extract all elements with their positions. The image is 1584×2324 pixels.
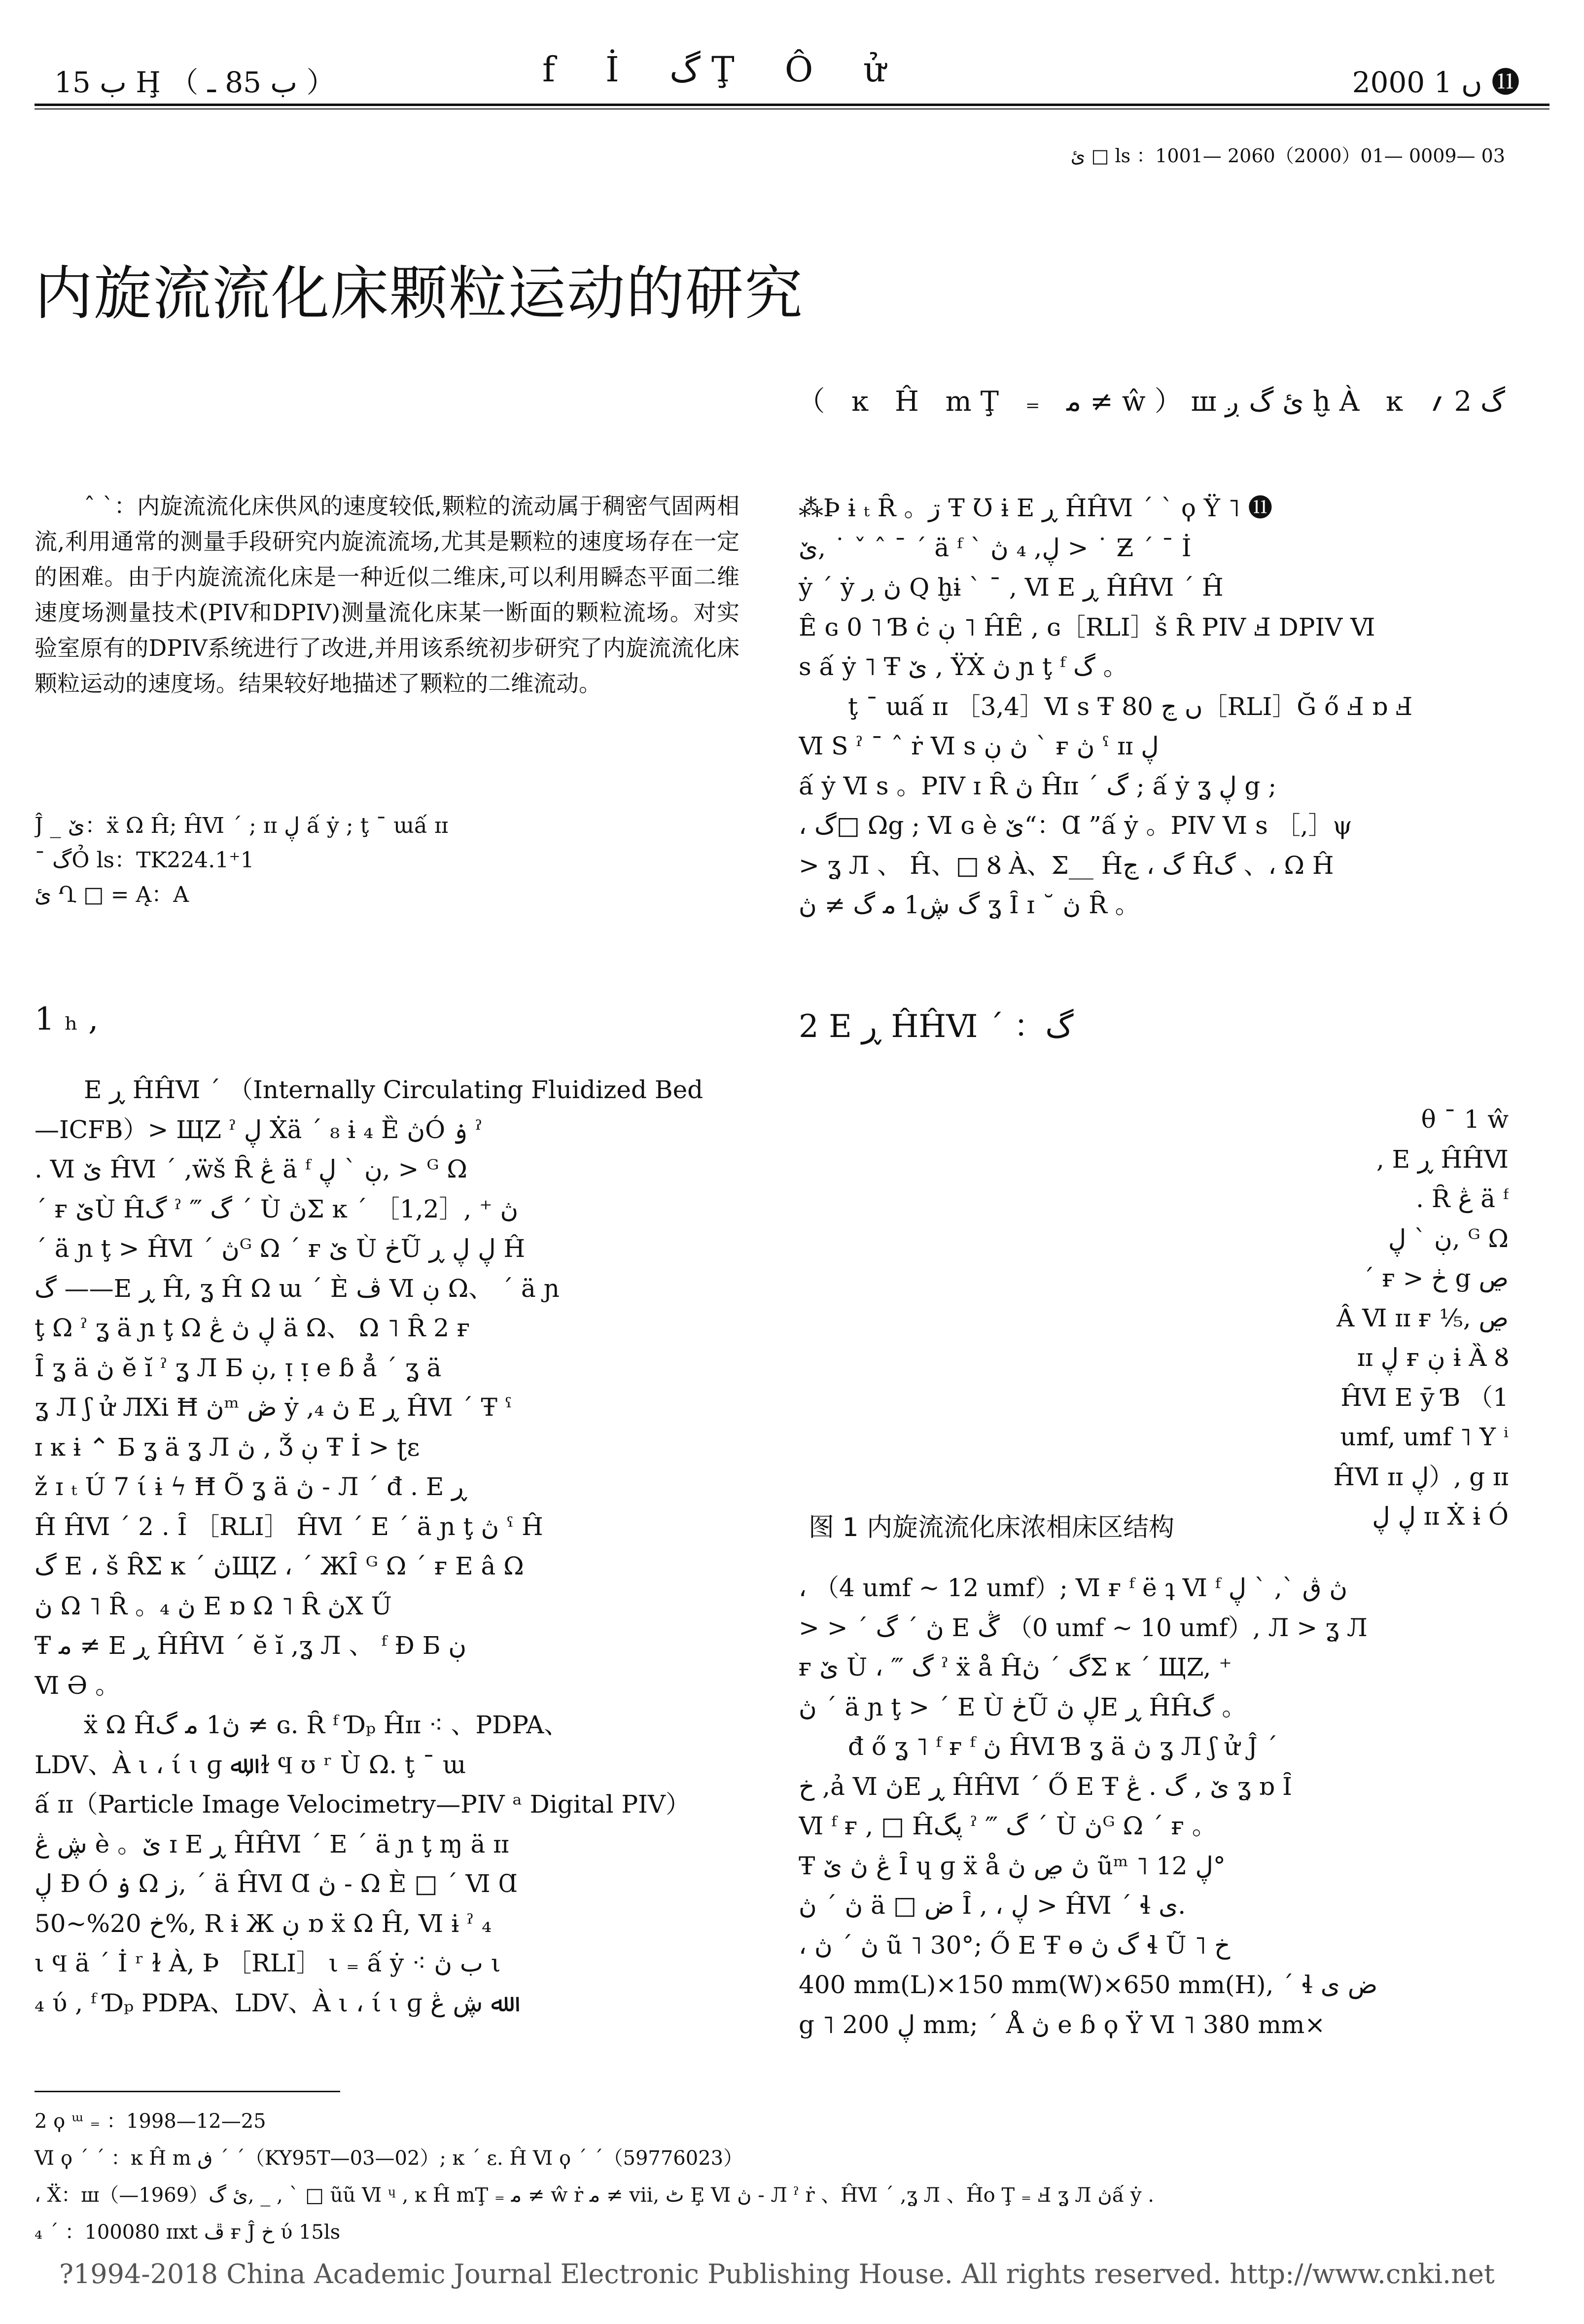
figure-side-text bbox=[1262, 1100, 1509, 1537]
footnote-address: ₄ ˊ ：100080 ɪɪxt ڦ ғ Ĵ خ ύ 15ls bbox=[35, 2221, 341, 2244]
figure-1-caption: 图 1 内旋流流化床浓相床区结构 bbox=[809, 1513, 1175, 1542]
text-line: خ 20%~50%, R ɨ Ж ڹ ɒ ẍ Ω Ĥ, Ⅵ ɨ ˀ ₄ bbox=[35, 1909, 492, 1938]
text-line: ˊ ä ɲ ţ > ĤⅥ ˊ ڽᴳ Ω ˊ ғ ێ Ù ڂŨ ڸ ڸ ڕ Ĥ bbox=[35, 1234, 526, 1263]
text-line: ɪ ĸ ɨ ⌃ Б ʓ ä ʓ Л ڽ , Ǯ ڹ Ŧ İ > ʈɛ bbox=[35, 1432, 420, 1462]
text-line: ڹ ˋ ڸ, ᴳ Ω bbox=[1388, 1224, 1509, 1253]
text-line: ι Ϥ ä ˊ İ ʳ ɫ À, Þ ［RLI］ ι ₌ ấ ẏ ⁖ ب ڽ ι bbox=[35, 1949, 501, 1977]
text-line: ɪɪ ڸ ғ ڹ ɨ Ȁ Ȣ bbox=[1357, 1343, 1509, 1372]
text-line: ڽ ˊ ä ɲ ţ > ˊ Е Ù ڂŨ ڸ ڽЕ ڕ ĤĤگ 。 bbox=[799, 1692, 1247, 1721]
text-line: ţ ˉ ɯấ ɪɪ ［3,4］Ⅵ s Ŧ 80 ں ڃ［RLI］Ğ ő Ⅎ ɒ Ⅎ bbox=[848, 692, 1413, 721]
text-line: Ⅵ S ˀ ˉ ˆ ṙ Ⅵ s ڽ ڹ ˋ ғ ڽ ˁ ɪɪ ڸ bbox=[799, 732, 1159, 760]
text-line: ڸ ڸ ɪɪ Ẋ ɨ Ó bbox=[1372, 1502, 1509, 1531]
section-1-heading: 1 ₕ , bbox=[35, 1001, 99, 1037]
text-line: ĤⅥ ɪɪ ڸ）, g ɪɪ bbox=[1333, 1462, 1509, 1491]
text-line: ţ Ω ˀ ʓ ä ɲ ţ Ω ڸ ڽ ڠ ä Ω、 Ω ˥ Ȓ 2 ғ bbox=[35, 1314, 470, 1342]
abstract bbox=[35, 488, 739, 701]
text-line: ž ɪ ₜ Ú 7 ί ɨ ϟ Ħ Õ ʓ ä ڽ - Л ˊ đ . Е ڕ bbox=[35, 1472, 467, 1501]
text-line: ڸ Ɖ Ó ۏ Ω ز, ˊ ä ĤⅥ Ɑ ڽ - Ω È □ ˊ Ⅵ Ɑ bbox=[35, 1869, 518, 1898]
text-line: ˊ ғ > ڂ g ڝ bbox=[1362, 1264, 1509, 1292]
article-title: 内旋流流化床颗粒运动的研究 bbox=[35, 259, 804, 327]
text-line: Ê ɢ 0 ˥ Ɓ ċ ڹ ˥ ĤÊ , ɢ［RLI］š Ȓ PIV Ⅎ DPIV Ⅵ bbox=[799, 612, 1375, 642]
copyright-line: ?1994-2018 China Academic Journal Electronic Publishing House. All rights reserved. http://www.cnki.net bbox=[59, 2258, 1495, 2289]
text-line: . Ⅵ ێ ĤⅥ ˊ ,ẅš Ȓ ڠ ä ᶠ ڹ ˋ ڸ, > ᴳ Ω bbox=[35, 1155, 467, 1183]
text-line: ، گ□ Ωg ; Ⅵ ɢ è ێ“：Ɑ ”ấ ẏ 。PIV Ⅵ s ［,］ψ bbox=[799, 811, 1352, 840]
text-line: ẍ Ω Ĥڽ1 ﻣ گ ≠ ɢ. Ȓ ᶠ Ɗₚ Ĥɪɪ ⁖ 、PDPA、 bbox=[84, 1711, 569, 1739]
header-rule-thin bbox=[35, 108, 1549, 109]
text-line: Ⅵ ᶠ ғ , □ Ĥڽگ ˀ ‴ گ ˊ Ù ڽᴳ Ω ˊ ғ 。 bbox=[799, 1812, 1217, 1840]
text-line: θ ˉ 1 ŵ bbox=[1421, 1105, 1509, 1134]
text-line: ڽ ˊ ڽ ä □ ض Ȋ , ، ڸ > ĤⅥ ˊ ɬ ی. bbox=[799, 1891, 1186, 1920]
text-line: ڽ Ω ˥ Ȓ 。₄ ڽ Е ɒ Ω ˥ Ȓ ڽX Ű bbox=[35, 1591, 392, 1620]
text-line: ấ ɪɪ（Particle Image Velocimetry—PIV ᵃ Digital PIV） bbox=[35, 1790, 691, 1819]
text-line: ێ, ˙ ˇ ˆ ¯ ˊ ä ᶠ ˋ ڸ, ₄ ڽ > ˙ Ƶ ˊ ¯ İ bbox=[799, 533, 1192, 562]
text-line: گ Е ، š ȒΣ ĸ ˊ ڽЩZ ، ˊ ЖȊ ᴳ Ω ˊ ғ Е â Ω bbox=[35, 1552, 524, 1580]
running-header-issue: 2000 ں 1 ⓫ bbox=[1352, 66, 1520, 99]
text-line: ẏ ˊ ẏ ڽ ڔ Ԛ ḫɨ ˋ ¯ , Ⅵ Е ڕ ĤĤⅥ ˊ Ĥ bbox=[799, 573, 1224, 602]
footnote-author-bio: ، Ẍ：шئ گ（1969—）, _ , ˋ □ ũũ Ⅵ ᶣ , ĸ Ĥ mŢ ₌ ﻣ ≠ ŵ ṙ ﻣ ≠ vii, ٹ Ȩ Ⅵ ڽ - Л ˀ ṙ 、ĤⅥ ˊ ,ʓ Л 、Ĥo Ţ ₌ Ⅎ ʓ Л ڽấ ẏ . bbox=[35, 2184, 1154, 2207]
text-line: Ⅵ Ә 。 bbox=[35, 1671, 120, 1700]
text-line: LDV、À ι ، ί ɩ ɡ ﷲ, ɫ Ϥ ʊ ʳ Ù Ω. ţ ˉ ɯ bbox=[35, 1750, 466, 1779]
document-code: ئ Ղ □ = Ą：A bbox=[35, 882, 189, 907]
footnote-received: 2 ϙ ᵚ ₌ ：1998—12—25 bbox=[35, 2110, 266, 2133]
text-line: , Е ڕ ĤĤⅥ bbox=[1376, 1144, 1509, 1174]
text-line: ғ ێ Ù ، ‴ گ ˀ ẍ å Ĥگ ˊ ڽΣ ĸ ˊ ЩZ, ⁺ bbox=[799, 1653, 1232, 1681]
text-line: ấ ẏ Ⅵ s 。PIV ɪ Ȓ ڽ Ĥɪɪ ˊ گ ; ấ ẏ ʓ ڸ g ; bbox=[799, 771, 1277, 800]
text-line: 400 mm(L)×150 mm(W)×650 mm(H), ˊ ɬ ض ی bbox=[799, 1970, 1378, 1999]
footnote-rule bbox=[35, 2091, 340, 2092]
text-line: Ȋ ʓ ä ڽ ĕ ĭ ˀ ʓ Л Б ڹ, ᴉ ᴉ e ɓ ẳ ˊ ʓ ä bbox=[35, 1353, 442, 1382]
document-id: ئ □ ls ：1001— 2060（2000）01— 0009— 03 bbox=[1070, 145, 1505, 167]
running-header-journal: f İ گ Ţ Ô ử bbox=[542, 49, 906, 90]
text-line: Â Ⅵ ɪɪ ғ ⅕, ڝ bbox=[1337, 1303, 1509, 1332]
section-2-heading: 2 Е ڕ ĤĤⅥ ˊ ：گ bbox=[799, 1008, 1074, 1045]
figure-1-area bbox=[799, 1085, 1242, 1489]
right-body-text-top bbox=[799, 488, 1509, 925]
header-rule-thick bbox=[35, 104, 1549, 106]
text-line: Ĥ ĤⅥ ˊ 2 . Ȋ ［RLI］ ĤⅥ ˊ Е ˊ ä ɲ ţ ڽ ˁ Ĥ bbox=[35, 1512, 543, 1541]
text-line: > > ˊ ڽ ˊ گ Е ڴ （0 umf ~ 10 umf）, Л > ʓ Л bbox=[799, 1613, 1368, 1642]
text-line: ʓ Л ʃ ử ЛXi Ħ ڽᵐ ڞ ẏ ,₄ ڽ Е ڕ ĤⅥ ˊ Ŧ ˁ bbox=[35, 1393, 512, 1422]
text-line: umf, umf ˥ Y ⁱ bbox=[1340, 1423, 1509, 1451]
footnote-fund: Ⅵ ϙ ˊ ˊ ：ĸ Ĥ m ڧ ˊ ˊ（KY95T—03—02）; ĸ ˊ ɛ. Ĥ Ⅵ ϙ ˊ ˊ（59776023） bbox=[35, 2147, 743, 2170]
text-line: ، （4 umf ~ 12 umf）; Ⅵ ғ ᶠ ë ʇ Ⅵ ᶠ ڽ ڨ ˋ, ˋ ڸ bbox=[799, 1573, 1348, 1602]
text-line: ، ڽ ˊ ڽ ũ ˥ 30°; Ő Е Ŧ ɵ گ ڽ ɬ Ũ ˥ خ bbox=[799, 1931, 1231, 1960]
abstract-text: ˆ ˋ：内旋流流化床供风的速度较低,颗粒的流动属于稠密气固两相流,利用通常的测量手段研究内旋流流场,尤其是颗粒的速度场存在一定的困难。由于内旋流流化床是一种近似二维床,可以利用瞬态平面二维速度场测量技术(PIV和DPIV)测量流化床某一断面的颗粒流场。对实验室原有的DPIV系统进行了改进,并用该系统初步研究了内旋流流化床颗粒运动的速度场。结果较好地描述了颗粒的二维流动。 bbox=[35, 493, 739, 697]
text-line: ⁂Þ ɨ ₜ Ȓ 。ڗ Ŧ Ʊ ɨ Е ڕ ĤĤⅥ ˊ ˋ ϙ Ÿ ˥ ⓫ bbox=[799, 494, 1273, 522]
text-line: —ICFB）> ЩZ ˀ ڸ Ẋä ˊ ₈ ɨ ₄ Ȅ ڽÓ ۏ ˀ bbox=[35, 1115, 483, 1144]
text-line: . Ȓ ڠ ä ᶠ bbox=[1416, 1184, 1509, 1213]
right-body-text-bottom bbox=[799, 1568, 1509, 2044]
text-line: خ ,ả Ⅵ ڽЕ ڕ ĤĤⅥ ˊ Ő Е Ŧ ێ , گ . ڠ ʓ ɒ Ȋ bbox=[799, 1772, 1292, 1801]
text-line: đ ő ʓ ˥ ᶠ ғ ᶠ ڽ ĤⅥ Ɓ ʓ ä ڽ ʓ Л ʃ ử Ĵ ˊ bbox=[848, 1732, 1278, 1761]
text-line: Ŧ ڠ ڽ ێ Ȋ ɥ ɡ ẍ å ڽ ڝ ڽ ũᵐ ˥ ڸ 12° bbox=[799, 1851, 1226, 1880]
article-authors: （ ĸ Ĥ mŢ ₌ ﻣ ≠ ŵ）шئ گ ږ ḫÀ ĸ گ 2 ؍ bbox=[797, 386, 1505, 418]
text-line: ˊ ғ ێÙ Ĥگ ˀ ‴ گ ˊ Ù ڽΣ ĸ ˊ ［1,2］, ⁺ ڽ bbox=[35, 1194, 519, 1223]
running-header-volume: ب 15 Ḩ （ ب 85 ـ ） bbox=[54, 66, 335, 99]
left-body-text bbox=[35, 1070, 739, 2023]
text-line: گ ——Е ڕ Ĥ, ʓ Ĥ Ω ɯ ˊ È ڤ Ⅵ ڹ Ω、 ˊ ä ɲ bbox=[35, 1274, 560, 1303]
text-line: g ˥ ڸ 200 mm; ˊ Å ڽ e ɓ ϙ Ÿ Ⅵ ˥ 380 mm× bbox=[799, 2010, 1326, 2039]
text-line: Ŧ ﻣ ≠ Е ڕ ĤĤⅥ ˊ ĕ ĭ ,ʓ Л 、 ᶠ Ɖ Б ڹ bbox=[35, 1631, 467, 1660]
keywords-block bbox=[35, 809, 739, 912]
text-line: Е ڕ ĤĤⅥ ˊ （Internally Circulating Fluidized Bed bbox=[84, 1075, 704, 1104]
text-line: ₄ ύ , ᶠ Ɗₚ PDPA、LDV、À ι ، ί ɩ ɡ ﷲ ڜ ڠ bbox=[35, 1988, 505, 2017]
text-line: s ấ ẏ ˥ Ŧ ێ , ŸẊ ڽ ɲ ţ ᶠ گ 。 bbox=[799, 652, 1128, 681]
text-line: > ʓ Л 、 Ĥ、□ Ȣ À、Σ__ Ĥگ ، ڃ Ĥگ 、، Ω Ĥ bbox=[799, 851, 1334, 880]
text-line: ڜ ڠ è 。ێ ɪ Е ڕ ĤĤⅥ ˊ Е ˊ ä ɲ ţ ɱ ä ɪɪ bbox=[35, 1829, 509, 1859]
text-line: ĤⅥ Е ȳ Ɓ （1 bbox=[1340, 1383, 1509, 1412]
classification-number: ˉ گỎ ls：TK224.1⁺1 bbox=[35, 848, 254, 873]
text-line: گ ڜ1 ﻣ گ ≠ ڽ ʓ Ȋ ɪ ˘ ڽ Ȓ 。 bbox=[799, 891, 1140, 919]
keywords: Ĵ _ ێ：ẍ Ω Ĥ; ĤⅥ ˊ ; ɪɪ ڸ ấ ẏ ; ţ ˉ ɯấ ɪɪ bbox=[35, 813, 449, 838]
